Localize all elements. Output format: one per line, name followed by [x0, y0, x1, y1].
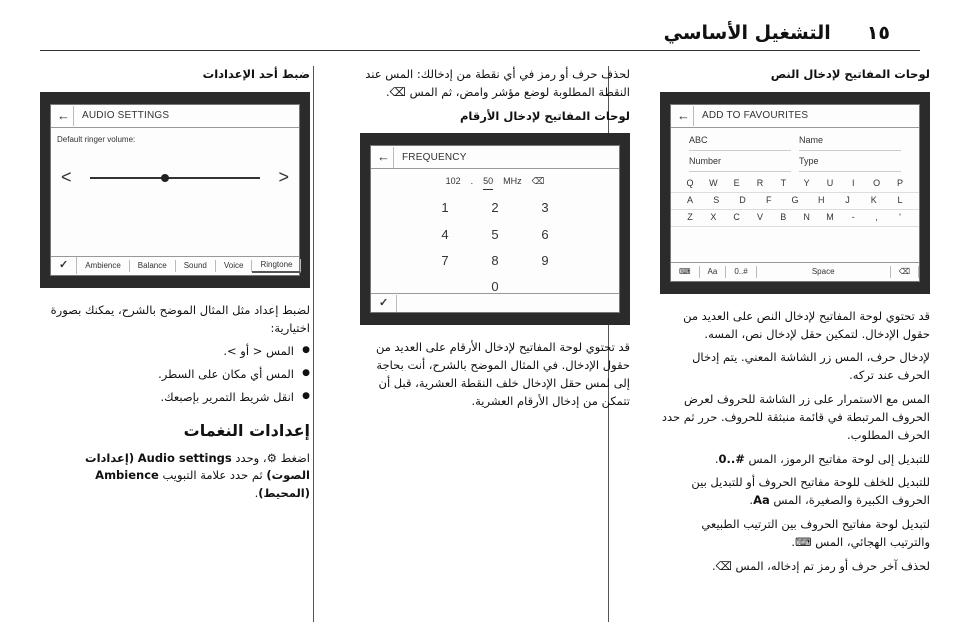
check-icon[interactable]: ✓	[51, 257, 77, 274]
key[interactable]: U	[826, 177, 834, 188]
screen	[670, 104, 920, 282]
backspace-icon[interactable]: ⌫	[891, 266, 919, 278]
paragraph: اضغط ⚙، وحدد Audio settings (إعدادات الصوت) ثم حدد علامة التبويب Ambience (المحيط).	[85, 450, 310, 501]
menu-label-ar: (إعدادات الصوت)	[85, 450, 310, 483]
section-heading: إعدادات النغمات	[183, 420, 310, 440]
paragraph: لحذف آخر حرف أو رمز تم إدخاله، المس ⌫.	[711, 558, 930, 573]
column-text-keyboards	[660, 66, 930, 581]
chevron-left-icon[interactable]: <	[61, 167, 72, 188]
paragraph: لضبط إعداد مثل المثال الموضح بالشرح، يمكنك بصورة اختيارية:	[50, 302, 310, 335]
unit-label: MHz	[503, 176, 522, 187]
chevron-right-icon[interactable]: >	[278, 167, 289, 188]
settings-gear-icon: ⚙	[266, 450, 277, 465]
paragraph: لتبديل لوحة مفاتيح الحروف بين الترتيب الطبيعي والترتيب الهجائي، المس ⌨.	[701, 516, 930, 549]
key[interactable]: X	[710, 211, 717, 222]
key[interactable]: B	[780, 211, 787, 222]
number-key[interactable]: 0	[491, 278, 499, 294]
back-arrow-icon[interactable]: ←	[377, 147, 394, 167]
keyboard-icon[interactable]: ⌨	[671, 266, 700, 278]
key-label: Aa	[753, 493, 770, 508]
slider-track[interactable]	[90, 177, 261, 179]
screenshot-favourites	[660, 92, 930, 294]
space-key[interactable]: Space	[757, 266, 891, 278]
page-number: ١٥	[866, 22, 890, 44]
tab-bar	[51, 256, 299, 275]
key[interactable]: I	[852, 177, 855, 188]
key[interactable]: C	[733, 211, 740, 222]
screen-bottom	[371, 293, 619, 312]
key[interactable]: M	[826, 211, 834, 222]
screenshot-frequency	[360, 133, 630, 325]
slider-knob[interactable]	[161, 174, 169, 182]
key[interactable]: O	[873, 177, 881, 188]
number-key[interactable]: 7	[441, 252, 449, 268]
column-number-keyboards	[360, 66, 630, 417]
list-item: ● المس < أو >.	[40, 343, 294, 361]
keyboard-row	[671, 176, 919, 193]
number-key[interactable]: 8	[491, 252, 499, 268]
paragraph: قد تحتوي لوحة المفاتيح لإدخال النص على العديد من حقول الإدخال. لتمكين حقل لإدخال نص، المسه.	[683, 308, 930, 341]
text: للتبديل إلى لوحة مفاتيح الرموز، المس	[748, 451, 930, 466]
back-arrow-icon[interactable]: ←	[57, 106, 74, 126]
column-divider	[313, 66, 314, 622]
key[interactable]: E	[733, 177, 740, 188]
key[interactable]: F	[766, 194, 772, 205]
list-item: ● المس أي مكان على السطر.	[40, 366, 294, 384]
key[interactable]: R	[756, 177, 764, 188]
abc-field[interactable]: ABC	[689, 132, 791, 151]
key[interactable]: D	[739, 194, 746, 205]
paragraph: للتبديل للخلف للوحة مفاتيح الحروف أو للتبديل بين الحروف الكبيرة والصغيرة، المس Aa.	[691, 475, 930, 508]
tab-label: Ambience	[95, 468, 159, 483]
number-key[interactable]: 6	[541, 226, 549, 242]
setting-label: Default ringer volume:	[57, 134, 136, 144]
name-field[interactable]: Name	[799, 132, 901, 151]
screen-header	[371, 146, 619, 169]
tab-balance[interactable]: Balance	[130, 260, 176, 272]
menu-label: Audio settings	[137, 450, 232, 465]
screen	[370, 145, 620, 313]
key[interactable]: '	[899, 211, 901, 222]
paragraph: المس مع الاستمرار على زر الشاشة للحروف لعرض الحروف المرتبطة في قائمة منبثقة للحروف. حرر ثم حدد الحرف المطلوب.	[661, 392, 930, 442]
section-title: لوحات المفاتيح لإدخال الأرقام	[459, 108, 630, 123]
key[interactable]: J	[845, 194, 850, 205]
paragraph: لحذف حرف أو رمز في أي نقطة من إدخالك: المس عند النقطة المطلوبة لوضع مؤشر وامض، ثم المس ⌫.	[365, 67, 630, 99]
key[interactable]: G	[791, 194, 799, 205]
key[interactable]: W	[709, 177, 718, 188]
paragraph: لإدخال حرف، المس زر الشاشة المعني. يتم إدخال الحرف عند تركه.	[692, 350, 930, 383]
bullet-list	[40, 343, 310, 406]
number-key[interactable]: 4	[441, 226, 449, 242]
screen	[50, 104, 300, 276]
key[interactable]: -	[851, 211, 855, 222]
check-icon[interactable]: ✓	[371, 295, 397, 312]
symbols-key[interactable]: 0..#	[726, 266, 756, 278]
key[interactable]: S	[713, 194, 720, 205]
keyboard	[671, 176, 919, 227]
frequency-input	[371, 175, 619, 190]
type-field[interactable]: Type	[799, 153, 901, 172]
screen-header	[671, 105, 919, 128]
fav-fields	[671, 128, 919, 176]
key[interactable]: K	[870, 194, 877, 205]
screen-title: AUDIO SETTINGS	[82, 110, 170, 122]
key[interactable]: ,	[875, 211, 878, 222]
key[interactable]: Z	[687, 211, 693, 222]
tab-ringtone[interactable]: Ringtone	[252, 259, 301, 273]
tab-sound[interactable]: Sound	[176, 260, 216, 272]
key[interactable]: T	[780, 177, 787, 188]
text: للتبديل للخلف للوحة مفاتيح الحروف أو للتبديل بين الحروف الكبيرة والصغيرة، المس	[691, 475, 930, 508]
number-key[interactable]: 9	[541, 252, 549, 268]
slider-row	[51, 164, 299, 192]
paragraph: قد تحتوي لوحة المفاتيح لإدخال الأرقام على العديد من حقول الإدخال. في المثال الموضح بالشرح، أنت بحاجة إلى لمس حقل الإدخال خلف النقطة العشرية، قبل أن تتمكن من إدخال الأرقام العشرية.	[375, 340, 630, 408]
keyboard-row	[671, 193, 919, 210]
text: ، وحدد	[235, 450, 267, 465]
section-title: ضبط أحد الإعدادات	[202, 67, 310, 81]
number-key[interactable]: 3	[541, 200, 549, 216]
number-key[interactable]: 2	[491, 200, 499, 216]
key-label: 0..#	[718, 451, 745, 466]
key[interactable]: V	[756, 211, 763, 222]
key[interactable]: Y	[803, 177, 810, 188]
key[interactable]: P	[896, 177, 903, 188]
key[interactable]: A	[686, 194, 693, 205]
back-arrow-icon[interactable]: ←	[677, 106, 694, 126]
keypad	[371, 198, 619, 297]
key[interactable]: N	[803, 211, 810, 222]
page-header	[664, 22, 890, 44]
tab-label-ar: (المحيط)	[258, 486, 310, 501]
screenshot-audio-settings	[40, 92, 310, 288]
screen-title: FREQUENCY	[402, 151, 467, 163]
header-rule	[40, 50, 920, 51]
list-item: ● انقل شريط التمرير بإصبعك.	[40, 389, 294, 407]
key[interactable]: L	[897, 194, 903, 205]
screen-title: ADD TO FAVOURITES	[702, 110, 809, 122]
frequency-integer[interactable]: 102	[445, 176, 461, 187]
tab-ambience[interactable]: Ambience	[77, 260, 130, 272]
paragraph: للتبديل إلى لوحة مفاتيح الرموز، المس 0..#.	[714, 451, 930, 466]
section-title: لوحات المفاتيح لإدخال النص	[770, 67, 930, 81]
number-key[interactable]: 5	[491, 226, 499, 242]
tab-voice[interactable]: Voice	[216, 260, 253, 272]
case-key[interactable]: Aa	[700, 266, 727, 278]
text: ثم حدد علامة التبويب	[162, 468, 263, 483]
page-title: التشغيل الأساسي	[663, 22, 831, 44]
frequency-decimal[interactable]: 50	[483, 175, 493, 190]
backspace-icon[interactable]: ⌫	[531, 176, 545, 187]
keyboard-row	[671, 210, 919, 227]
keyboard-bottom-row	[671, 262, 919, 281]
key[interactable]: Q	[686, 177, 694, 188]
screen-header	[51, 105, 299, 128]
column-adjust-settings	[40, 66, 310, 509]
key[interactable]: H	[818, 194, 825, 205]
number-field[interactable]: Number	[689, 153, 791, 172]
number-key[interactable]: 1	[441, 200, 449, 216]
text: اضغط	[280, 450, 310, 465]
decimal-point: .	[470, 176, 474, 187]
